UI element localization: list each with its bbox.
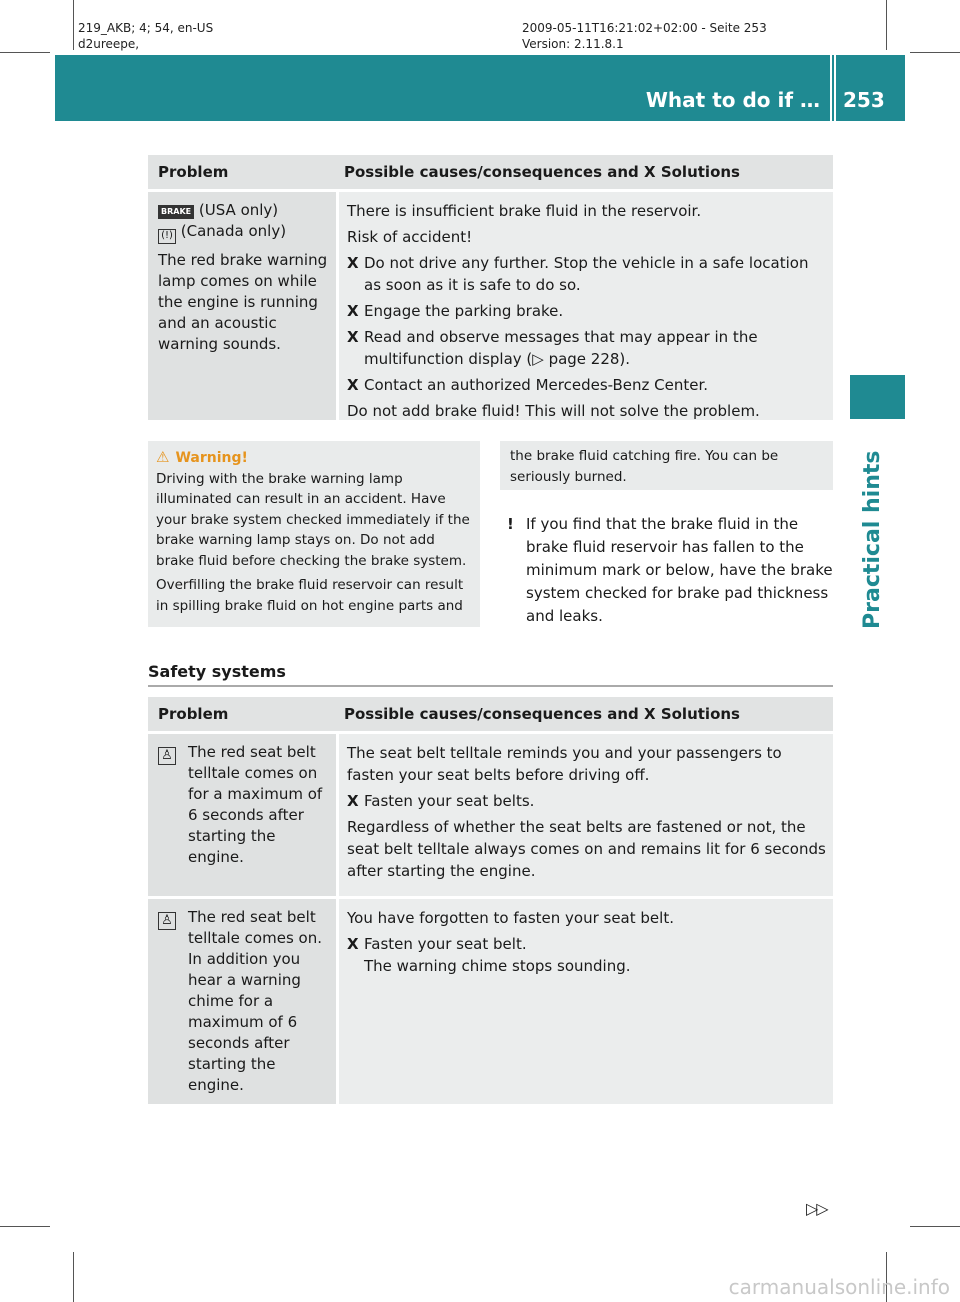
meta-version: Version: 2.11.8.1 <box>522 37 624 51</box>
crop-mark <box>73 0 74 50</box>
table-header <box>148 155 833 189</box>
problem-text: The red seat belt telltale comes on for a maximum of 6 seconds after starting the engine. <box>188 743 323 866</box>
warning-triangle-icon: ⚠ <box>156 448 170 466</box>
meta-doc-code: d2ureepe, <box>78 37 140 51</box>
crop-mark <box>910 1226 960 1227</box>
action-arrow-icon: X <box>644 163 656 181</box>
section-heading: Safety systems <box>148 662 833 687</box>
header-problem: Problem <box>158 705 229 723</box>
solution-step: X Fasten your seat belt. The warning chime stops sounding. <box>347 935 631 975</box>
seat-belt-icon: ♙ <box>158 747 176 765</box>
solution-step: X Fasten your seat belts. <box>347 792 535 810</box>
closing-text: Do not add brake fluid! This will not solve the problem. <box>347 402 760 420</box>
solution-step: X Engage the parking brake. <box>347 302 564 320</box>
cause-text: There is insufficient brake fluid in the reservoir. <box>347 202 702 220</box>
solutions-cell <box>336 734 833 896</box>
action-arrow-icon: X <box>347 328 359 346</box>
solutions-cell <box>336 899 833 1104</box>
solution-step: X Do not drive any further. Stop the vehicle in a safe location as soon as it is safe to do so. <box>347 254 809 294</box>
crop-mark <box>886 0 887 50</box>
warning-box <box>148 441 480 627</box>
brake-circle-warning-icon: (!) <box>158 229 176 244</box>
header-solutions: Possible causes/consequences and X Solutions <box>344 705 740 723</box>
action-arrow-icon: X <box>347 302 359 320</box>
side-tab-label: Practical hints <box>860 450 885 629</box>
seatbelt-problem-table <box>148 697 833 1104</box>
cause-text: The seat belt telltale reminds you and your passengers to fasten your seat belts before driving off. <box>347 744 782 784</box>
action-arrow-icon: X <box>644 705 656 723</box>
problem-cell: BRAKE (USA only) (!) (Canada only) The red brake warning lamp comes on while the engine is running and an acoustic warning sounds. <box>148 192 336 420</box>
continuation-arrows-icon: ▷▷ <box>806 1199 827 1218</box>
meta-doc-id: 219_AKB; 4; 54, en-US <box>78 21 214 35</box>
action-arrow-icon: X <box>347 254 359 272</box>
side-tab <box>850 419 905 639</box>
watermark: carmanualsonline.info <box>728 1275 950 1299</box>
problem-text: The red brake warning lamp comes on while the engine is running and an acoustic warning sounds. <box>158 251 328 353</box>
header-divider <box>834 55 836 121</box>
table-row <box>148 731 833 896</box>
header-problem: Problem <box>158 163 229 181</box>
action-arrow-icon: X <box>347 376 359 394</box>
brake-warning-icon: BRAKE <box>158 205 194 219</box>
problem-cell <box>148 734 336 896</box>
table-header <box>148 697 833 731</box>
brake-problem-table <box>148 155 833 420</box>
solutions-cell <box>336 192 833 420</box>
warning-box-continued <box>500 441 833 490</box>
side-tab-marker <box>850 375 905 419</box>
table-row <box>148 896 833 1104</box>
solution-step: X Contact an authorized Mercedes-Benz Center. <box>347 376 709 394</box>
closing-text: Regardless of whether the seat belts are fastened or not, the seat belt telltale always comes on and remains lit for 6 seconds after starting the engine. <box>347 818 826 880</box>
solution-step: X Read and observe messages that may appear in the multifunction display (▷ page 228). <box>347 328 758 368</box>
note-text: If you find that the brake fluid in the brake fluid reservoir has fallen to the minimum mark or below, have the brake system checked for brake pad thickness and leaks. <box>526 515 833 625</box>
crop-mark <box>910 52 960 53</box>
warning-paragraph: Driving with the brake warning lamp illuminated can result in an accident. Have your brake system checked immediately if the brake warning lamp stays on. Do not add brake fluid before checking the brake system. <box>156 470 470 569</box>
cause-text: You have forgotten to fasten your seat belt. <box>347 909 674 927</box>
page-title: What to do if … <box>645 88 820 112</box>
meta-top-left <box>78 20 213 52</box>
meta-timestamp: 2009-05-11T16:21:02+02:00 - Seite 253 <box>522 21 767 35</box>
warning-title: Warning! <box>175 450 248 466</box>
crop-mark <box>0 52 50 53</box>
action-arrow-icon: X <box>347 792 359 810</box>
risk-text: Risk of accident! <box>347 228 473 246</box>
seat-belt-icon: ♙ <box>158 912 176 930</box>
warning-paragraph: Overfilling the brake fluid reservoir can result in spilling brake fluid on hot engine parts and <box>156 577 464 614</box>
problem-text: The red seat belt telltale comes on. In addition you hear a warning chime for a maximum of 6 seconds after starting the engine. <box>188 908 322 1094</box>
page-number: 253 <box>843 88 885 112</box>
table-row <box>148 189 833 420</box>
crop-mark <box>0 1226 50 1227</box>
problem-cell <box>148 899 336 1104</box>
note <box>507 513 837 628</box>
crop-mark <box>73 1252 74 1302</box>
meta-top-right <box>522 20 767 52</box>
warning-paragraph: the brake fluid catching fire. You can be seriously burned. <box>510 448 779 485</box>
header-divider <box>830 55 832 121</box>
exclamation-icon: ! <box>507 515 514 533</box>
action-arrow-icon: X <box>347 935 359 953</box>
header-solutions: Possible causes/consequences and X Solutions <box>344 163 740 181</box>
